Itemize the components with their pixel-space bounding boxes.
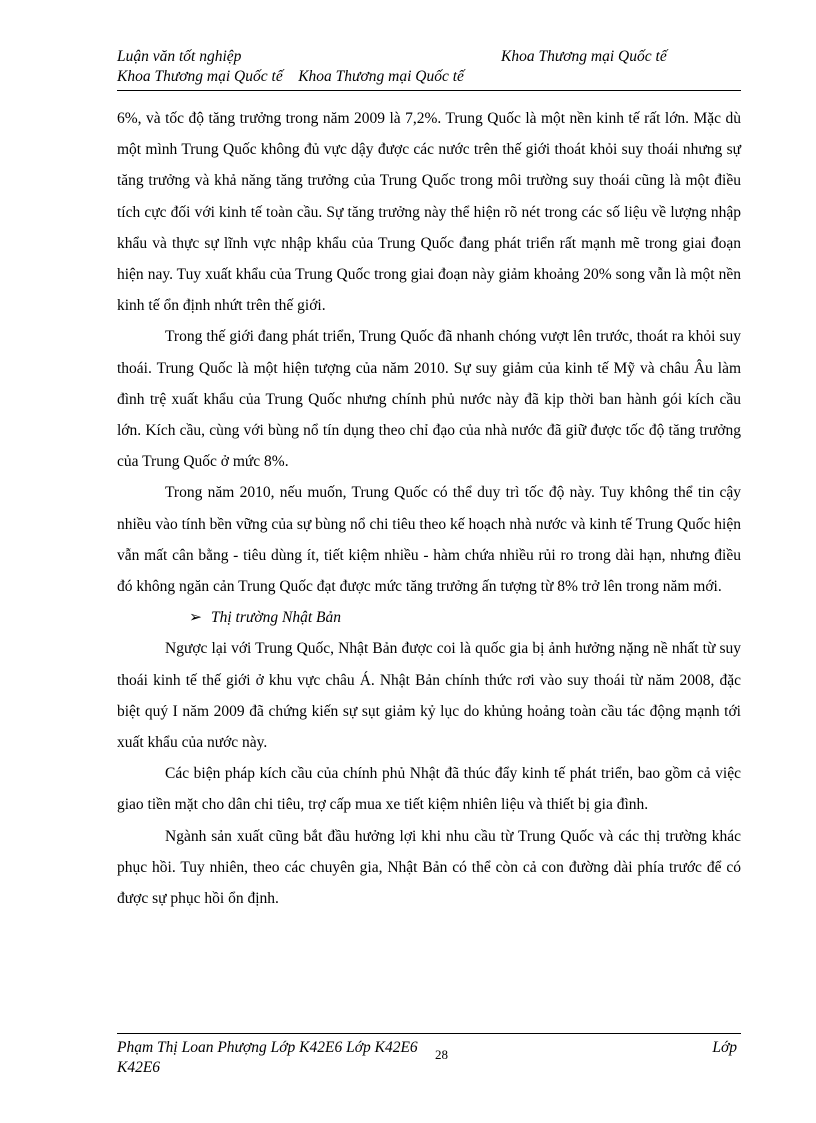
page-number: 28 <box>435 1047 448 1062</box>
paragraph-1: 6%, và tốc độ tăng trưởng trong năm 2009 là 7,2%. Trung Quốc là một nền kinh tế rất lớn. Mặc dù một mình Trung Quốc không đủ vực dậy được các nước trên thế giới thoát khỏi suy thoái nhưng sự tăng trưởng và khả năng tăng trưởng của Trung Quốc trong môi trường suy thoái cũng là một điều tích cực đối với kinh tế toàn cầu. Sự tăng trưởng này thể hiện rõ nét trong các số liệu về lượng nhập khẩu và thực sự lĩnh vực nhập khẩu của Trung Quốc đang phát triển rất mạnh mẽ trong giai đoạn hiện nay. Tuy xuất khẩu của Trung Quốc trong giai đoạn này giảm khoảng 20% song vẫn là một nền kinh tế ổn định nhứt trên thế giới. <box>117 110 741 315</box>
footer-divider <box>117 1033 741 1034</box>
footer-class-code: K42E6 <box>117 1059 161 1076</box>
paragraph-6: Ngành sản xuất cũng bắt đầu hưởng lợi khi nhu cầu từ Trung Quốc và các thị trường khác phục hồi. Tuy nhiên, theo các chuyên gia, Nhật Bản có thể còn cả con đường dài phía trước để có được sự phục hồi ổn định. <box>117 827 741 908</box>
header-thesis-label: Luận văn tốt nghiệp <box>117 48 242 65</box>
arrow-bullet-icon: ➢ <box>189 609 202 627</box>
section-heading-japan <box>117 602 741 633</box>
section-heading-text: Thị trường Nhật Bản <box>211 609 341 627</box>
footer <box>117 1038 741 1078</box>
paragraph-5: Các biện pháp kích cầu của chính phủ Nhật đã thúc đẩy kinh tế phát triển, bao gồm cả việc giao tiền mặt cho dân chi tiêu, trợ cấp mua xe tiết kiệm nhiên liệu và thiết bị gia đình. <box>117 765 741 814</box>
paragraph-2: Trong thế giới đang phát triển, Trung Quốc đã nhanh chóng vượt lên trước, thoát ra khỏi suy thoái. Trung Quốc là một hiện tượng của năm 2010. Sự suy giảm của kinh tế Mỹ và châu Âu làm đình trệ xuất khẩu của Trung Quốc nhưng chính phủ nước này đã kịp thời ban hành gói kích cầu lớn. Kích cầu, cùng với bùng nổ tín dụng theo chỉ đạo của nhà nước đã giữ được tốc độ tăng trưởng của Trung Quốc ở mức 8%. <box>117 328 741 471</box>
header-line-2 <box>117 67 741 87</box>
footer-author: Phạm Thị Loan Phượng Lớp K42E6 Lớp K42E6 <box>117 1039 418 1056</box>
header-divider <box>117 90 741 91</box>
paragraph-4: Ngược lại với Trung Quốc, Nhật Bản được coi là quốc gia bị ảnh hưởng nặng nề nhất từ suy thoái kinh tế thế giới ở khu vực châu Á. Nhật Bản chính thức rơi vào suy thoái từ năm 2008, đặc biệt quý I năm 2009 đã chứng kiến sự sụt giảm kỷ lục do khủng hoảng toàn cầu tác động mạnh tới xuất khẩu của nước này. <box>117 640 741 752</box>
header-faculty-label: Khoa Thương mại Quốc tế <box>501 48 667 65</box>
paragraph-3: Trong năm 2010, nếu muốn, Trung Quốc có thể duy trì tốc độ này. Tuy không thể tin cậy nhiều vào tính bền vững của sự bùng nổ chi tiêu theo kế hoạch nhà nước và kinh tế Trung Quốc hiện vẫn mất cân bằng - tiêu dùng ít, tiết kiệm nhiều - hàm chứa nhiều rủi ro trong dài hạn, nhưng điều đó không ngăn cản Trung Quốc đạt được mức tăng trưởng ấn tượng từ 8% trở lên trong năm mới. <box>117 484 741 596</box>
header-faculty-repeat: Khoa Thương mại Quốc tế Khoa Thương mại Quốc tế <box>117 68 464 85</box>
header-line-1 <box>117 47 741 67</box>
document-body <box>117 103 741 914</box>
footer-class-label: Lớp <box>712 1039 737 1056</box>
